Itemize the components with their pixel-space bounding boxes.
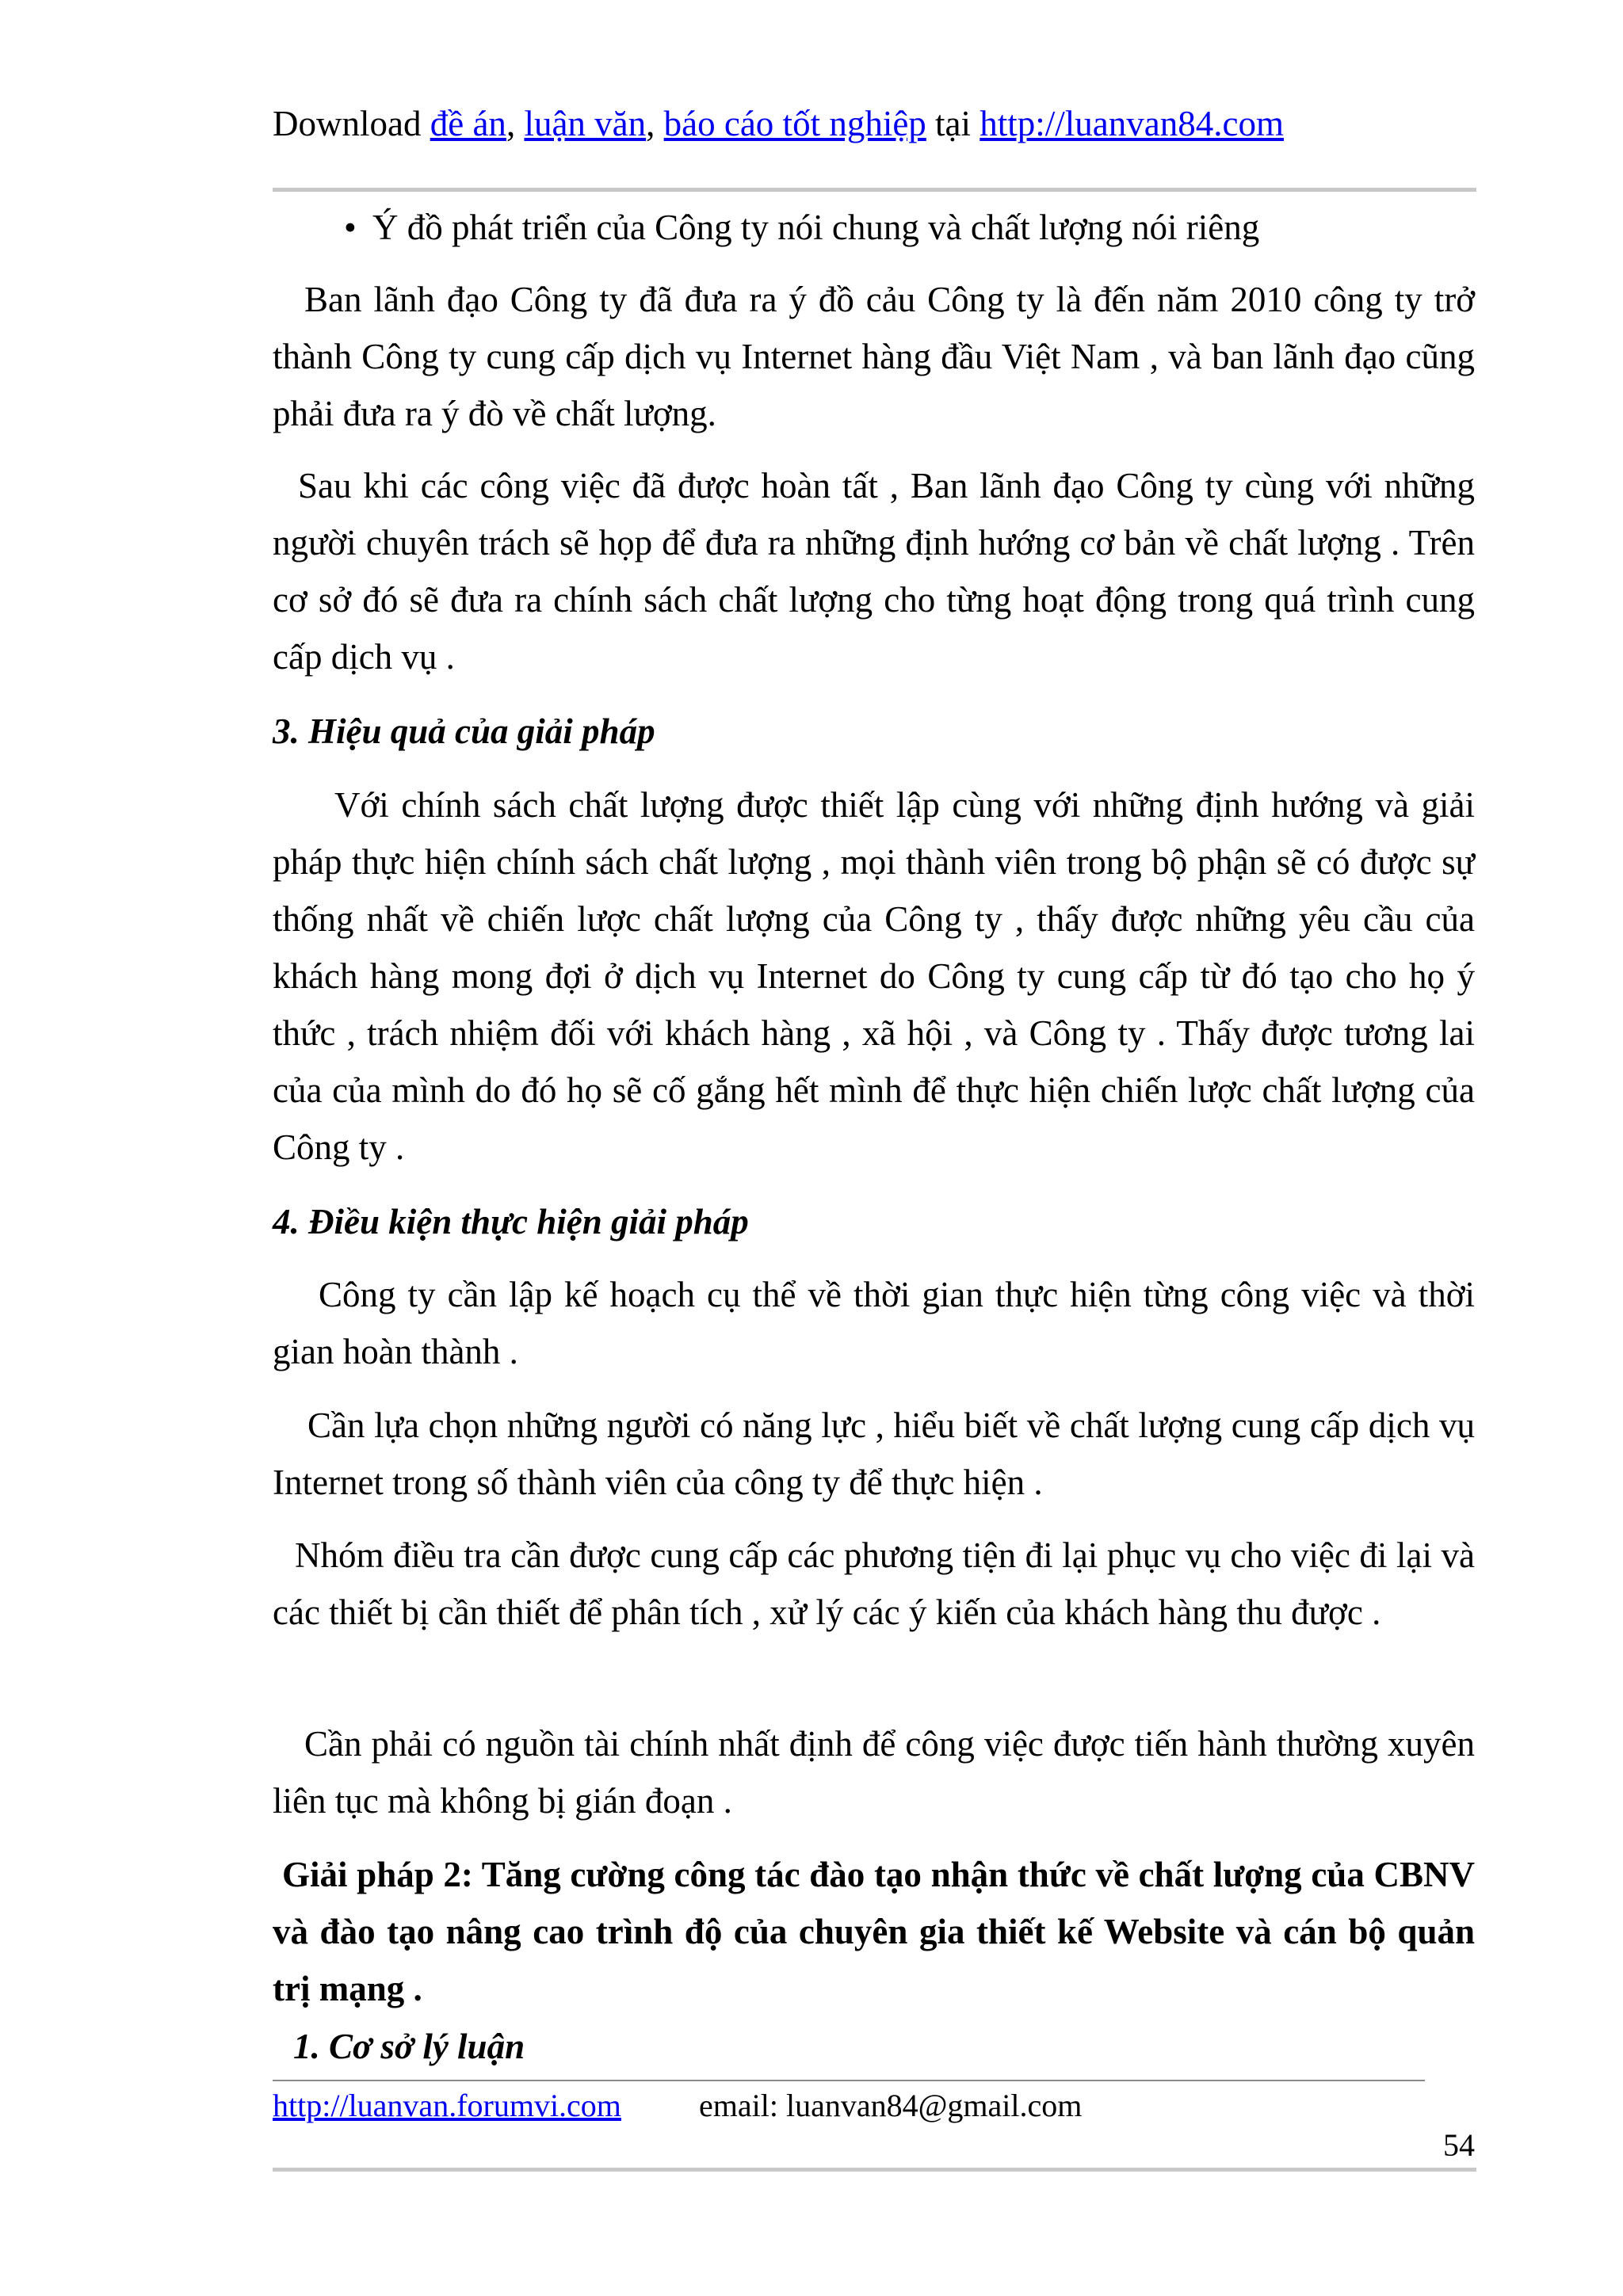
heading-effectiveness: 3. Hiệu quả của giải pháp	[273, 711, 655, 751]
heading-theory-basis: 1. Cơ sở lý luận	[293, 2027, 525, 2066]
paragraph-finance: Cần phải có nguồn tài chính nhất định để công việc được tiến hành thường xuyên liên tục mà không bị gián đoạn .	[273, 1724, 1475, 1821]
solution-2-title: Giải pháp 2: Tăng cường công tác đào tạo nhận thức về chất lượng của CBNV và đào tạo nâng cao trình độ của chuyên gia thiết kế Website và cán bộ quản trị mạng .	[273, 1855, 1475, 2008]
header-separator-2: ,	[646, 104, 664, 143]
bullet-text: Ý đồ phát triển của Công ty nói chung và chất lượng nói riêng	[372, 208, 1260, 247]
page-number: 54	[1443, 2127, 1475, 2163]
header-link-bao-cao[interactable]: báo cáo tốt nghiệp	[663, 104, 926, 143]
header-link-site[interactable]: http://luanvan84.com	[980, 104, 1284, 143]
paragraph-quality-policy: Sau khi các công việc đã được hoàn tất , Ban lãnh đạo Công ty cùng với những người chuyên trách sẽ họp để đưa ra những định hướng cơ bản về chất lượng . Trên cơ sở đó sẽ đưa ra chính sách chất lượng cho từng hoạt động trong quá trình cung cấp dịch vụ .	[273, 466, 1475, 677]
header-link-luan-van[interactable]: luận văn	[524, 104, 647, 143]
header-prefix: Download	[273, 104, 430, 143]
paragraph-selection: Cần lựa chọn những người có năng lực , hiểu biết về chất lượng cung cấp dịch vụ Internet trong số thành viên của công ty để thực hiện .	[273, 1405, 1475, 1502]
paragraph-plan: Công ty cần lập kế hoạch cụ thể về thời gian thực hiện từng công việc và thời gian hoàn thành .	[273, 1275, 1475, 1371]
header-middle-text: tại	[926, 104, 980, 143]
footer-email: email: luanvan84@gmail.com	[699, 2088, 1083, 2123]
header-separator-1: ,	[506, 104, 525, 143]
bullet-dot-icon: •	[344, 208, 357, 247]
footer-divider-top	[273, 2080, 1425, 2081]
page-header	[273, 95, 1284, 152]
heading-conditions: 4. Điều kiện thực hiện giải pháp	[273, 1202, 749, 1241]
footer-divider-bottom	[273, 2168, 1476, 2172]
header-link-de-an[interactable]: đề án	[430, 104, 506, 143]
paragraph-vision: Ban lãnh đạo Công ty đã đưa ra ý đồ cảu Công ty là đến năm 2010 công ty trở thành Công ty cung cấp dịch vụ Internet hàng đầu Việt Nam , và ban lãnh đạo cũng phải đưa ra ý đò về chất lượng.	[273, 280, 1475, 433]
header-divider	[273, 188, 1476, 192]
bullet-item	[344, 199, 1260, 256]
paragraph-effectiveness: Với chính sách chất lượng được thiết lập cùng với những định hướng và giải pháp thực hiện chính sách chất lượng , mọi thành viên trong bộ phận sẽ có được sự thống nhất về chiến lược chất lượng của Công ty , thấy được những yêu cầu của khách hàng mong đợi ở dịch vụ Internet do Công ty cung cấp từ đó tạo cho họ ý thức , trách nhiệm đối với khách hàng , xã hội , và Công ty . Thấy được tương lai của của mình do đó họ sẽ cố gắng hết mình để thực hiện chiến lược chất lượng của Công ty .	[273, 785, 1475, 1167]
footer-website-link[interactable]: http://luanvan.forumvi.com	[273, 2088, 621, 2123]
footer-link-container	[273, 2084, 621, 2128]
paragraph-survey-team: Nhóm điều tra cần được cung cấp các phương tiện đi lại phục vụ cho việc đi lại và các thiết bị cần thiết để phân tích , xử lý các ý kiến của khách hàng thu được .	[273, 1535, 1475, 1632]
